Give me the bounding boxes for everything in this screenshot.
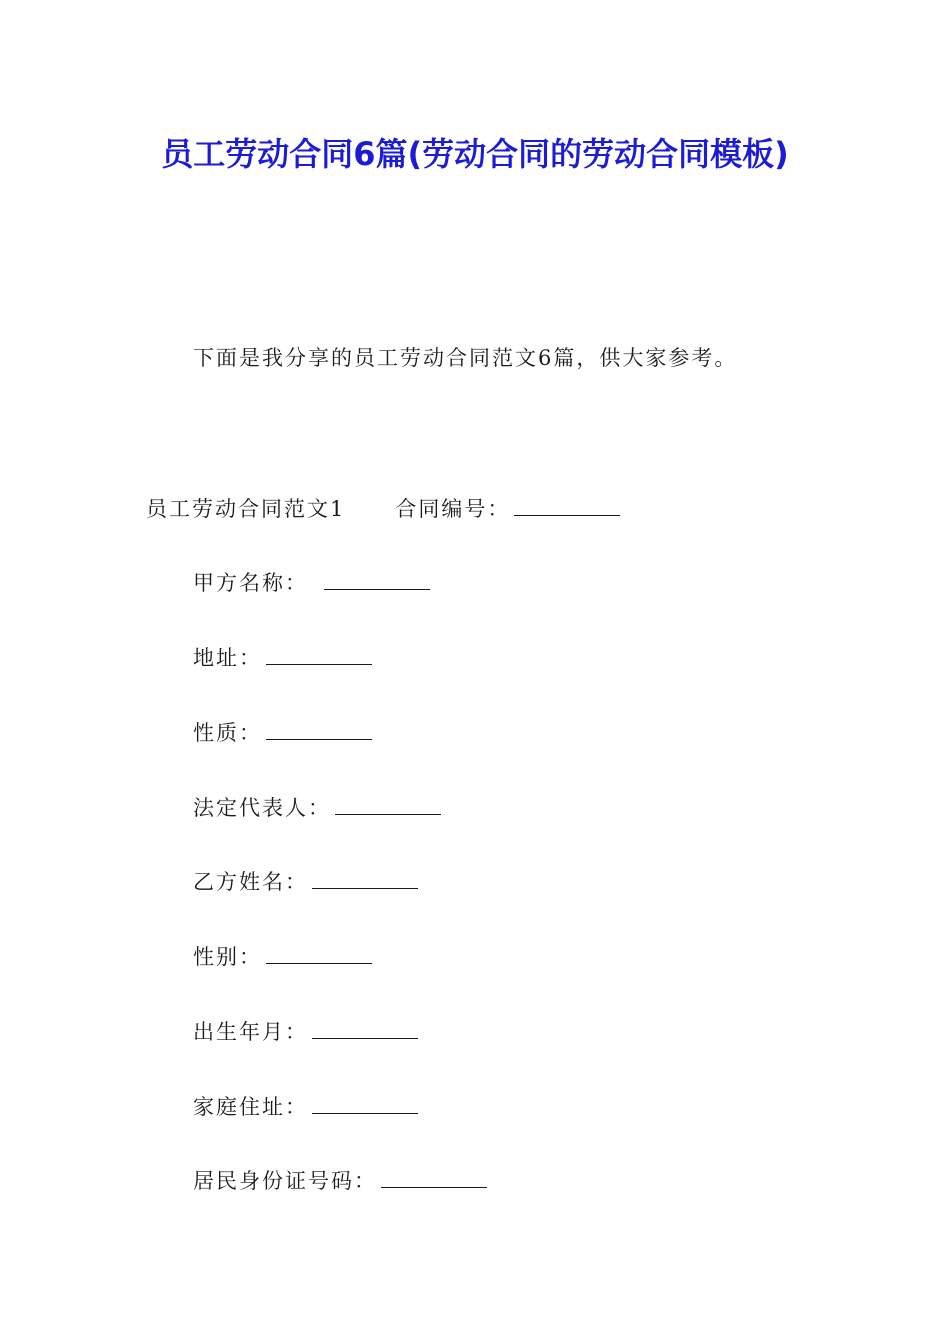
field-gender	[193, 941, 372, 973]
field-label: 性别：	[193, 945, 262, 969]
field-id-number	[193, 1165, 487, 1197]
field-label: 地址：	[193, 646, 262, 670]
field-party-a-name	[193, 567, 430, 599]
field-blank	[266, 717, 372, 740]
field-label: 家庭住址：	[193, 1095, 308, 1119]
field-nature	[193, 717, 372, 749]
intro-paragraph: 下面是我分享的员工劳动合同范文6篇，供大家参考。	[193, 346, 738, 370]
section-heading: 员工劳动合同范文1	[146, 497, 346, 521]
document-title: 员工劳动合同6篇(劳动合同的劳动合同模板)	[161, 135, 789, 173]
field-label: 甲方名称：	[193, 571, 308, 595]
section-heading-row	[146, 493, 620, 525]
field-birth-date	[193, 1016, 418, 1048]
field-blank	[312, 866, 418, 889]
field-label: 居民身份证号码：	[193, 1169, 377, 1193]
field-label: 出生年月：	[193, 1020, 308, 1044]
field-party-b-name	[193, 866, 418, 898]
field-blank	[312, 1016, 418, 1039]
field-blank	[335, 792, 441, 815]
contract-no-label: 合同编号：	[395, 497, 511, 521]
field-blank	[324, 567, 430, 590]
field-blank	[266, 941, 372, 964]
field-home-address	[193, 1091, 418, 1123]
field-legal-representative	[193, 792, 441, 824]
contract-no-blank	[514, 493, 620, 516]
field-label: 乙方姓名：	[193, 870, 308, 894]
field-address	[193, 642, 372, 674]
field-blank	[266, 642, 372, 665]
field-blank	[381, 1165, 487, 1188]
field-label: 法定代表人：	[193, 796, 331, 820]
field-blank	[312, 1091, 418, 1114]
field-label: 性质：	[193, 721, 262, 745]
